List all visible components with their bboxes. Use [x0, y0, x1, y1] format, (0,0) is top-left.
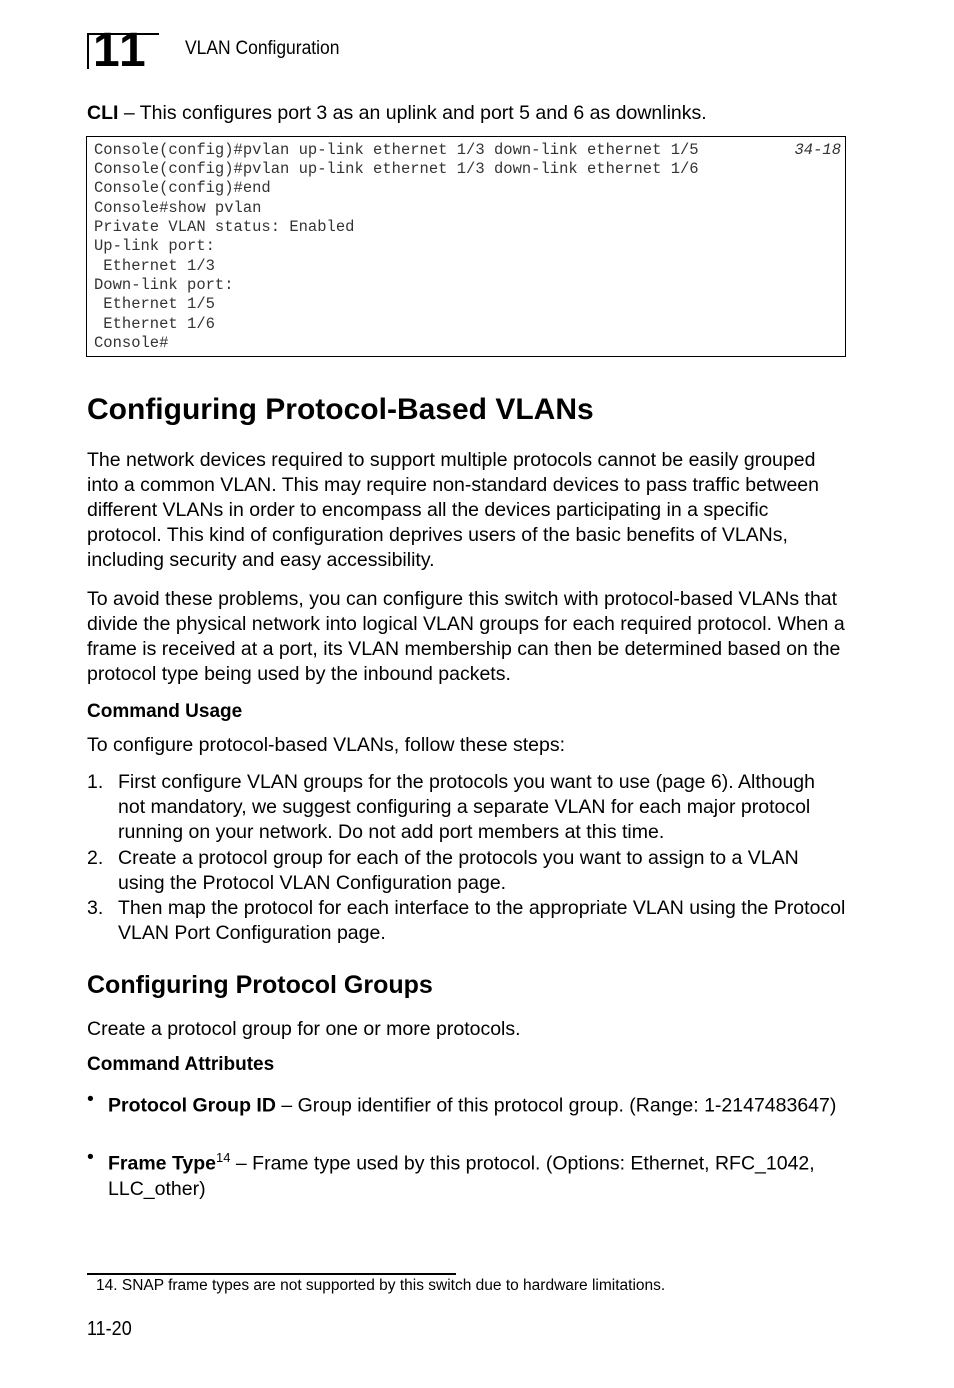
- code-line: Console#: [94, 334, 169, 352]
- attribute-item: [87, 1087, 847, 1119]
- list-item: [87, 846, 847, 896]
- command-usage-intro: To configure protocol-based VLANs, follow these steps:: [87, 734, 566, 756]
- code-line: Console(config)#pvlan up-link ethernet 1/3 down-link ethernet 1/6: [94, 160, 699, 178]
- footnote-divider: [87, 1273, 456, 1275]
- command-usage-heading: Command Usage: [87, 701, 243, 722]
- code-line: Up-link port:: [94, 237, 215, 255]
- footnote: 14. SNAP frame types are not supported by this switch due to hardware limitations.: [96, 1277, 666, 1294]
- code-reference: 34-18: [794, 141, 841, 159]
- list-item-text: Create a protocol group for each of the protocols you want to assign to a VLAN using the Protocol VLAN Configuration page.: [118, 847, 799, 894]
- page-number: 11-20: [87, 1318, 132, 1340]
- section-paragraph-2: To avoid these problems, you can configure this switch with protocol-based VLANs that divide the physical network into logical VLAN groups for each required protocol. When a frame is received at a port, its VLAN membership can then be determined based on the protocol type being used by the inbound packets.: [87, 588, 845, 685]
- section-paragraph-1: The network devices required to support multiple protocols cannot be easily grouped into a common VLAN. This may require non-standard devices to pass traffic between different VLANs in order to encompass all the devices participating in a specific protocol. This kind of configuration deprives users of the basic benefits of VLANs, including security and easy accessibility.: [87, 449, 819, 571]
- section-title: Configuring Protocol-Based VLANs: [87, 393, 594, 426]
- attribute-item: [87, 1145, 847, 1202]
- attribute-term: Frame Type: [108, 1152, 217, 1175]
- attribute-footnote-ref: 14: [216, 1150, 231, 1165]
- attribute-term: Protocol Group ID: [108, 1094, 276, 1117]
- chapter-number: 11: [93, 24, 148, 77]
- command-attributes-heading: Command Attributes: [87, 1054, 275, 1075]
- list-item-text: First configure VLAN groups for the protocols you want to use (page 6). Although not mandatory, we suggest configuring a separate VLAN for each major protocol running on your network. Do not add port members at this time.: [118, 771, 815, 843]
- list-item: [87, 896, 847, 946]
- subsection-title: Configuring Protocol Groups: [87, 971, 433, 999]
- cli-label: CLI: [87, 102, 119, 124]
- code-line: Private VLAN status: Enabled: [94, 218, 355, 236]
- cli-intro: [87, 101, 847, 126]
- list-item-text: Then map the protocol for each interface to the appropriate VLAN using the Protocol VLAN Port Configuration page.: [118, 897, 846, 944]
- code-line: Console#show pvlan: [94, 199, 262, 217]
- code-line: Console(config)#end: [94, 179, 271, 197]
- attribute-description: – Frame type used by this protocol. (Options: Ethernet, RFC_1042, LLC_other): [108, 1152, 815, 1200]
- code-line: Ethernet 1/5: [94, 295, 215, 313]
- attribute-description: – Group identifier of this protocol group. (Range: 1-2147483647): [275, 1094, 837, 1117]
- code-line: Ethernet 1/3: [94, 257, 215, 275]
- code-line: Ethernet 1/6: [94, 315, 215, 333]
- code-line: Console(config)#pvlan up-link ethernet 1/3 down-link ethernet 1/5: [94, 141, 699, 159]
- list-item: [87, 770, 847, 845]
- subsection-intro: Create a protocol group for one or more protocols.: [87, 1018, 521, 1040]
- list-item-number: 2.: [87, 847, 104, 869]
- code-line: Down-link port:: [94, 276, 234, 294]
- cli-intro-text: – This configures port 3 as an uplink and port 5 and 6 as downlinks.: [118, 102, 707, 124]
- bullet: •: [87, 1146, 94, 1168]
- list-item-number: 1.: [87, 771, 104, 793]
- chapter-title: VLAN Configuration: [185, 38, 340, 59]
- bullet: •: [87, 1088, 94, 1110]
- list-item-number: 3.: [87, 897, 104, 919]
- code-block: [86, 136, 846, 357]
